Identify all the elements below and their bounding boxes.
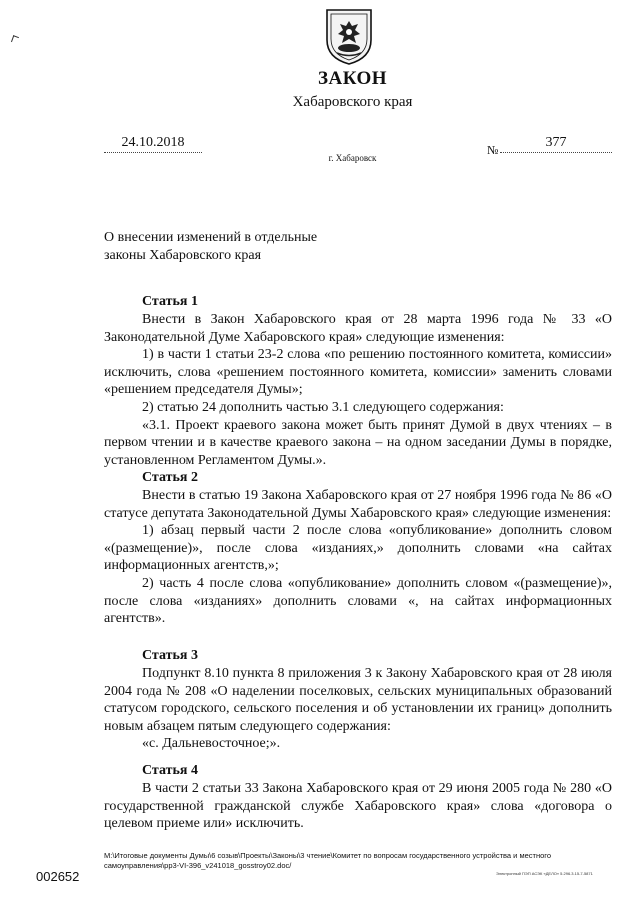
article-heading: Статья 3 — [142, 648, 198, 663]
article-3 — [104, 647, 612, 753]
article-paragraph: Внести в Закон Хабаровского края от 28 марта 1996 года № 33 «О Законодательной Думе Хабаровского края» следующие изменения: — [104, 312, 612, 345]
article-1 — [104, 293, 612, 469]
subject-line: законы Хабаровского края — [104, 248, 262, 263]
document-date: 24.10.2018 — [121, 135, 185, 150]
article-paragraph: 2) статью 24 дополнить частью 3.1 следующего содержания: — [142, 399, 504, 415]
article-paragraph: 2) часть 4 после слова «опубликование» дополнить словом «(размещение)», после слова «изданиях» дополнить словами «, на сайтах информационных агентств». — [104, 575, 612, 627]
document-subtitle: Хабаровского края — [292, 94, 413, 110]
subject-line: О внесении изменений в отдельные — [104, 230, 318, 245]
file-path: М:\Итоговые документы Думы\6 созыв\Проекты\Законы\3 чтение\Комитет по вопросам государственного устройства и местного самоуправления\pp3-VI-396_v241018_gosstroy02.doc/ — [104, 851, 552, 870]
article-heading: Статья 4 — [142, 763, 198, 778]
article-2 — [104, 469, 612, 628]
article-4 — [104, 762, 612, 833]
document-subject — [104, 229, 404, 265]
article-paragraph: «с. Дальневосточное;». — [142, 736, 281, 752]
article-paragraph: 1) абзац первый части 2 после слова «опубликование» дополнить словом «(размещение)», после слова «изданиях,» дополнить словами «на сайтах информационных агентств,»; — [104, 523, 612, 574]
scan-mark — [11, 35, 19, 44]
document-title: ЗАКОН — [317, 68, 388, 89]
registration-number: 002652 — [36, 869, 80, 884]
article-paragraph: Внести в статью 19 Закона Хабаровского края от 27 ноября 1996 года № 86 «О статусе депутата Законодательной Думы Хабаровского края» следующие изменения: — [104, 488, 612, 521]
article-heading: Статья 1 — [142, 294, 198, 309]
number-sign: № — [487, 143, 499, 157]
document-city: г. Хабаровск — [328, 153, 377, 163]
document-number: 377 — [545, 135, 567, 150]
article-heading: Статья 2 — [142, 470, 198, 485]
article-paragraph: 1) в части 1 статьи 23-2 слова «по решению постоянного комитета, комиссии» исключить, слова «решением постоянного комитета, комиссии» заменить словами «решением председателя Думы»; — [104, 347, 612, 398]
article-paragraph: В части 2 статьи 33 Закона Хабаровского края от 29 июня 2005 года № 280 «О государственной гражданской службе Хабаровского края» слова «договора о целевом приеме или» исключить. — [104, 781, 612, 832]
article-paragraph: Подпункт 8.10 пункта 8 приложения 3 к Закону Хабаровского края от 28 июля 2004 года № 208 «О наделении поселковых, сельских муниципальных образований статусом городского, сельского поселения и об установлении их границ» дополнить новым абзацем пятым следующего содержания: — [104, 666, 612, 734]
edms-note: Электронный ПЭП АСЭК «ДЕЛО» 5.296.3.15-7-5871 — [496, 871, 593, 876]
coat-of-arms-icon — [322, 8, 376, 66]
article-paragraph: «3.1. Проект краевого закона может быть принят Думой в двух чтениях – в первом чтении и в качестве краевого закона – на одном заседании Думы в порядке, установленном Регламентом Думы.». — [104, 417, 612, 468]
